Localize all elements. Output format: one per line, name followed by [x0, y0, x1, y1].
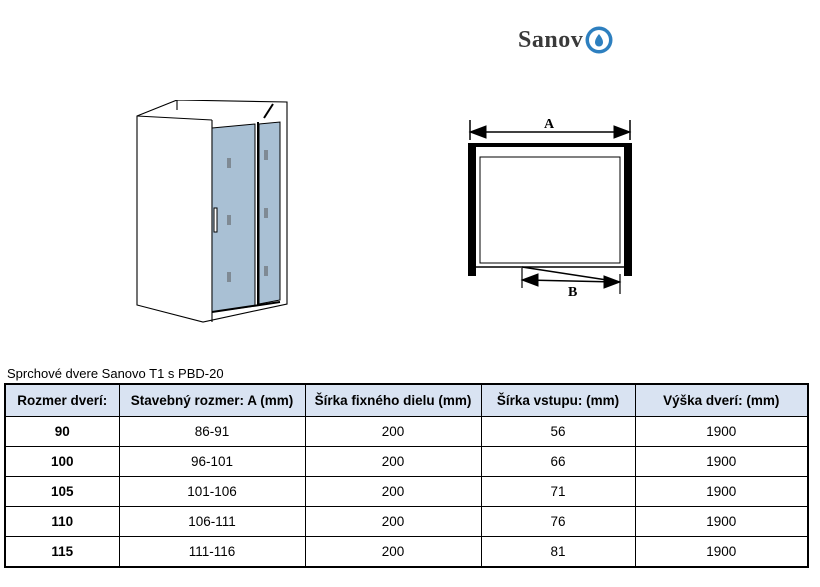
cell-door-height: 1900	[635, 537, 808, 568]
cell-fixed-panel-width: 200	[305, 507, 481, 537]
cell-door-size: 90	[5, 417, 119, 447]
table-row	[5, 447, 808, 477]
cell-build-size: 101-106	[119, 477, 305, 507]
cell-entrance-width: 56	[481, 417, 635, 447]
cell-build-size: 111-116	[119, 537, 305, 568]
cell-fixed-panel-width: 200	[305, 477, 481, 507]
table-caption: Sprchové dvere Sanovo T1 s PBD-20	[7, 366, 224, 381]
cell-build-size: 86-91	[119, 417, 305, 447]
header-entrance-width: Šírka vstupu: (mm)	[481, 384, 635, 417]
door-handle	[214, 208, 217, 232]
cell-door-height: 1900	[635, 477, 808, 507]
dimension-a-label: A	[544, 117, 555, 132]
glass-fixed-panel	[259, 122, 280, 304]
table-header-row	[5, 384, 808, 417]
logo-text: Sanov	[518, 26, 584, 53]
header-build-size: Stavebný rozmer: A (mm)	[119, 384, 305, 417]
cell-door-height: 1900	[635, 417, 808, 447]
table-row	[5, 417, 808, 447]
cell-entrance-width: 66	[481, 447, 635, 477]
table-row	[5, 507, 808, 537]
shower-door-isometric-drawing	[130, 100, 300, 325]
header-fixed-panel-width: Šírka fixného dielu (mm)	[305, 384, 481, 417]
header-door-size: Rozmer dverí:	[5, 384, 119, 417]
cell-entrance-width: 81	[481, 537, 635, 568]
cell-entrance-width: 76	[481, 507, 635, 537]
shower-door-plan-drawing	[460, 110, 638, 305]
header-door-height: Výška dverí: (mm)	[635, 384, 808, 417]
cell-fixed-panel-width: 200	[305, 417, 481, 447]
table-row	[5, 537, 808, 568]
cell-door-size: 110	[5, 507, 119, 537]
table-row	[5, 477, 808, 507]
glass-door-panel	[212, 124, 255, 312]
dimensions-table	[4, 383, 809, 568]
cell-door-size: 115	[5, 537, 119, 568]
cell-entrance-width: 71	[481, 477, 635, 507]
cell-door-height: 1900	[635, 507, 808, 537]
cell-door-size: 105	[5, 477, 119, 507]
dimension-b-label: B	[568, 285, 578, 300]
cell-build-size: 96-101	[119, 447, 305, 477]
cell-door-height: 1900	[635, 447, 808, 477]
cell-door-size: 100	[5, 447, 119, 477]
cell-fixed-panel-width: 200	[305, 537, 481, 568]
logo-o-icon	[584, 25, 614, 55]
cell-build-size: 106-111	[119, 507, 305, 537]
sanovo-logo	[518, 22, 614, 58]
cell-fixed-panel-width: 200	[305, 447, 481, 477]
